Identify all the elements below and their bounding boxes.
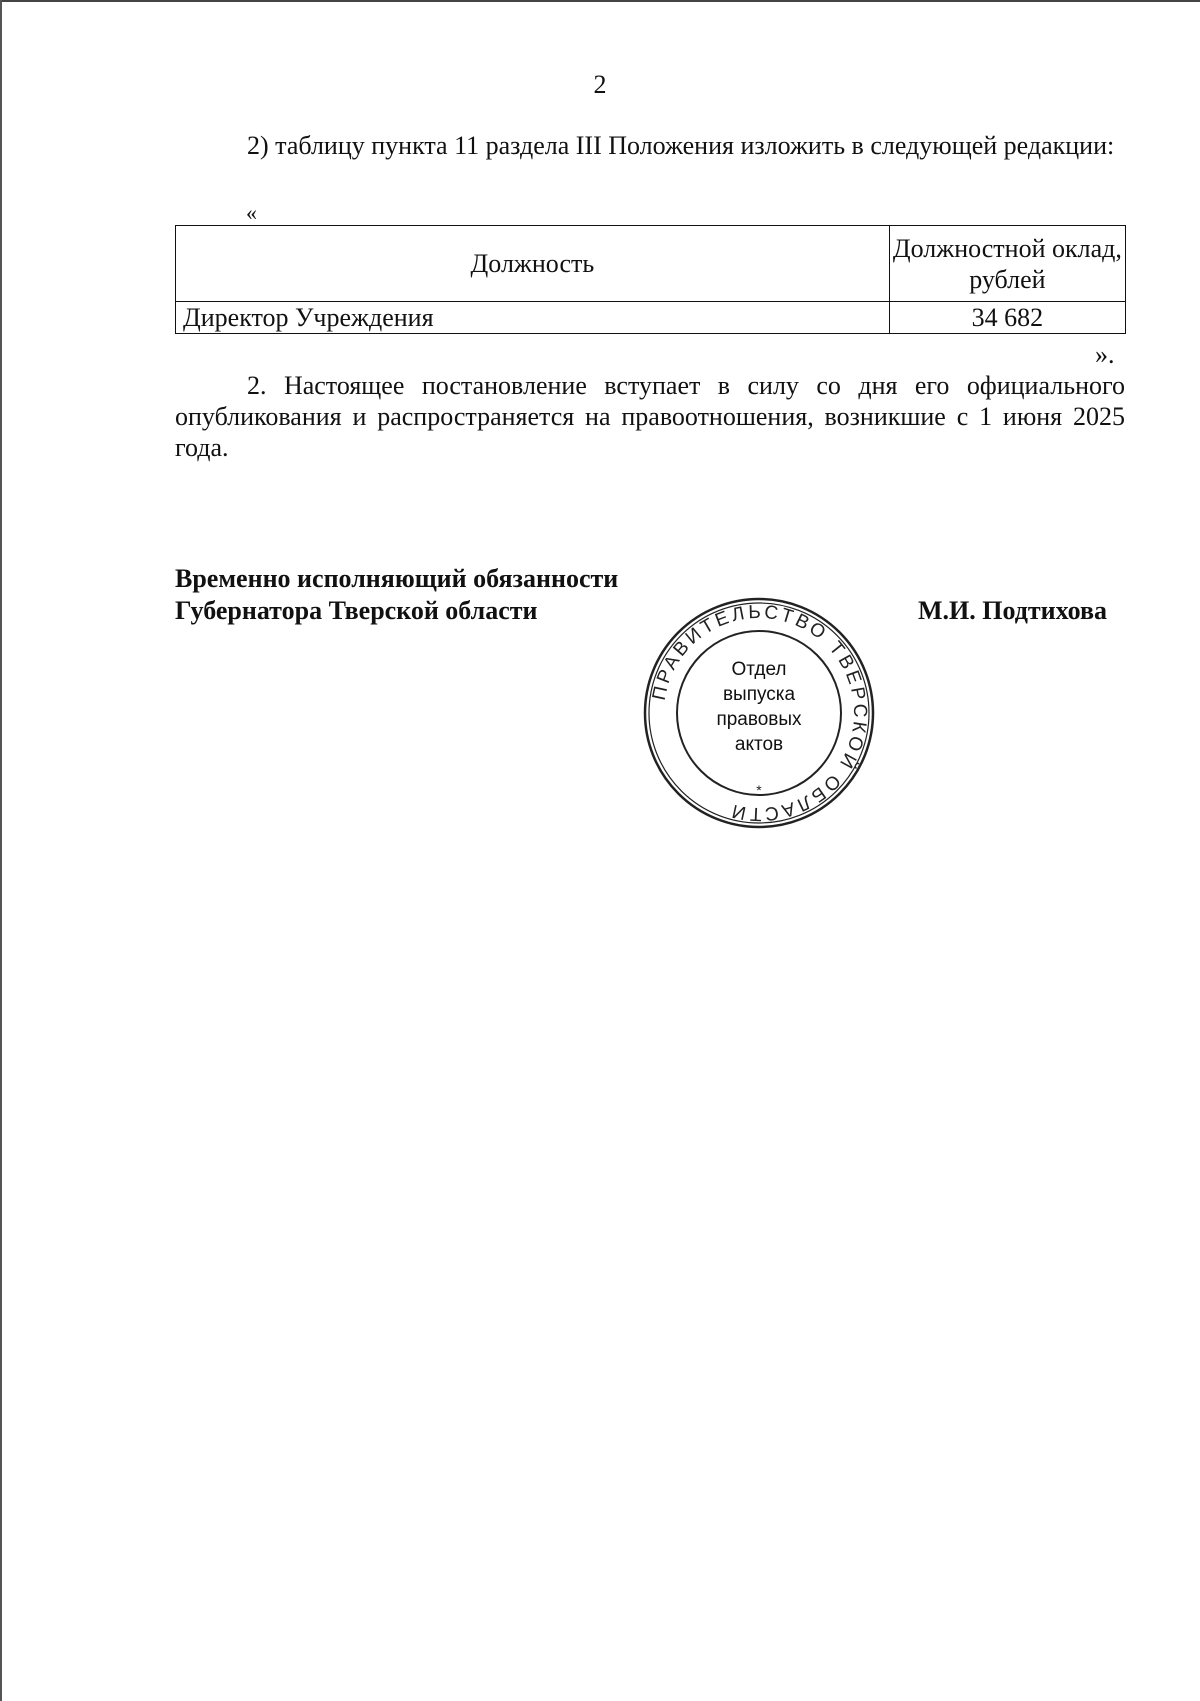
cell-salary: 34 682	[889, 302, 1125, 334]
seal-center-line3: правовых	[716, 709, 802, 730]
scan-edge-top	[0, 0, 1200, 2]
cell-position: Директор Учреждения	[176, 302, 890, 334]
salary-table	[175, 225, 1126, 334]
seal-star: *	[756, 782, 762, 798]
scan-edge-left	[0, 0, 2, 1701]
seal-center-line4: актов	[734, 734, 784, 755]
closing-quote: ».	[1095, 340, 1115, 369]
signatory-title	[175, 563, 618, 627]
seal-center-line2: выпуска	[722, 684, 796, 705]
signatory-name: М.И. Подтихова	[918, 596, 1108, 625]
header-salary: Должностной оклад, рублей	[889, 226, 1125, 302]
seal-ring-text: ПРАВИТЕЛЬСТВО ТВЕРСКОЙ ОБЛАСТИ	[648, 601, 871, 825]
signatory-title-line2: Губернатора Тверской области	[175, 596, 538, 625]
table-row	[176, 302, 1126, 334]
seal-center-text	[641, 657, 877, 757]
paragraph-table-amendment: 2) таблицу пункта 11 раздела III Положения изложить в следующей редакции:	[247, 131, 1115, 160]
seal-center-line1: Отдел	[731, 659, 787, 680]
official-seal	[641, 595, 877, 831]
signatory-title-line1: Временно исполняющий обязанности	[175, 564, 619, 593]
paragraph-effective-date: 2. Настоящее постановление вступает в силу со дня его официального опубликования и распространяется на правоотношения, возникшие с 1 июня 2025 года.	[175, 371, 1125, 462]
page-number: 2	[593, 70, 607, 99]
opening-quote: «	[246, 200, 257, 225]
table-header-row	[176, 226, 1126, 302]
header-position: Должность	[176, 226, 890, 302]
